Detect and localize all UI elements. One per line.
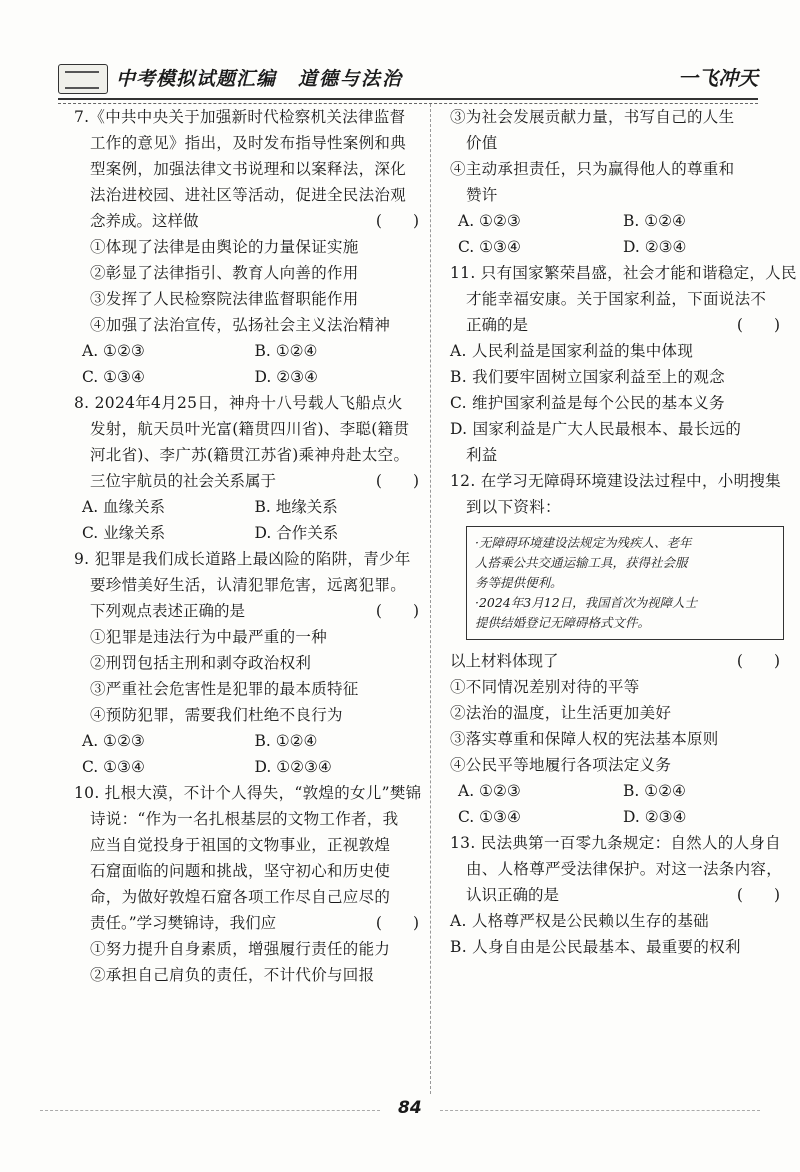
option: A. ①②③ (82, 732, 145, 750)
option: A. ①②③ (458, 212, 521, 230)
options-row (450, 778, 780, 804)
statement: ③发挥了人民检察院法律监督职能作用 (90, 290, 359, 308)
statement: ②刑罚包括主刑和剥夺政治权利 (90, 654, 312, 672)
column-divider (430, 104, 431, 1094)
question-text: 13. 民法典第一百零九条规定：自然人的人身自 (450, 834, 781, 852)
material-line: ·无障碍环境建设法规定为残疾人、老年 (475, 535, 692, 550)
question-stem-end (450, 312, 780, 338)
question-text: 7.《中共中央关于加强新时代检察机关法律监督 (74, 108, 406, 126)
option: 利益 (466, 446, 498, 464)
question-7 (74, 104, 419, 390)
option: B. 地缘关系 (254, 498, 338, 516)
question-text: 诗说：“作为一名扎根基层的文物工作者，我 (90, 810, 399, 828)
question-text: 下列观点表述正确的是 (90, 602, 246, 620)
answer-paren: ( ) (375, 212, 419, 230)
options-row (450, 208, 780, 234)
statement: ④公民平等地履行各项法定义务 (450, 756, 672, 774)
question-text: 要珍惜美好生活，认清犯罪危害，远离犯罪。 (90, 576, 407, 594)
options-row (74, 338, 419, 364)
question-text: 发射，航天员叶光富(籍贯四川省)、李聪(籍贯 (90, 420, 410, 438)
option: D. ②③④ (254, 368, 318, 386)
question-9 (74, 546, 419, 780)
option: C. ①③④ (458, 238, 521, 256)
statement: ①不同情况差别对待的平等 (450, 678, 640, 696)
material-line: 提供结婚登记无障碍格式文件。 (475, 615, 651, 630)
options-row (74, 494, 419, 520)
answer-paren: ( ) (736, 316, 780, 334)
option: D. 合作关系 (254, 524, 339, 542)
question-text: 法治进校园、进社区等活动，促进全民法治观 (90, 186, 407, 204)
question-text: 正确的是 (466, 316, 529, 334)
statement: ③为社会发展贡献力量，书写自己的人生 (450, 108, 735, 126)
option: B. 我们要牢固树立国家利益至上的观念 (450, 368, 725, 386)
options-row (74, 364, 419, 390)
option: C. 维护国家利益是每个公民的基本义务 (450, 394, 725, 412)
statement: ④主动承担责任，只为赢得他人的尊重和 (450, 160, 735, 178)
option: B. ①②④ (623, 782, 686, 800)
question-text: 由、人格尊严受法律保护。对这一法条内容， (466, 860, 783, 878)
question-12 (450, 468, 780, 830)
option: B. ①②④ (254, 732, 318, 750)
question-stem-end (74, 208, 419, 234)
question-text: 9. 犯罪是我们成长道路上最凶险的陷阱，青少年 (74, 550, 411, 568)
question-text: 到以下资料： (466, 498, 561, 516)
option: A. 血缘关系 (82, 498, 166, 516)
option: A. 人民利益是国家利益的集中体现 (450, 342, 694, 360)
statement: 赞许 (466, 186, 498, 204)
answer-paren: ( ) (736, 652, 780, 670)
material-line: 务等提供便利。 (475, 575, 563, 590)
question-stem-end (450, 648, 780, 674)
question-11 (450, 260, 797, 468)
header-subject: 道德与法治 (298, 68, 404, 90)
question-stem-end (74, 598, 419, 624)
question-stem-end (74, 468, 419, 494)
answer-paren: ( ) (375, 914, 419, 932)
page-footer (0, 1094, 800, 1124)
right-column (450, 104, 797, 960)
question-text: 念养成。这样做 (90, 212, 199, 230)
question-10 (74, 780, 422, 988)
options-row (450, 804, 780, 830)
material-line: ·2024年3月12日，我国首次为视障人士 (475, 595, 698, 610)
question-text: 8. 2024年4月25日，神舟十八号载人飞船点火 (74, 394, 403, 412)
option: A. 人格尊严权是公民赖以生存的基础 (450, 912, 709, 930)
question-text: 责任。”学习樊锦诗，我们应 (90, 914, 277, 932)
question-stem-end (74, 910, 419, 936)
question-text: 10. 扎根大漠，不计个人得失，“敦煌的女儿”樊锦 (74, 784, 422, 802)
page-header (58, 62, 758, 96)
statement: ②法治的温度，让生活更加美好 (450, 704, 672, 722)
question-10-continued (450, 104, 780, 260)
question-text: 命，为做好敦煌石窟各项工作尽自己应尽的 (90, 888, 391, 906)
options-row (74, 520, 419, 546)
statement: ③严重社会危害性是犯罪的最本质特征 (90, 680, 359, 698)
question-text: 以上材料体现了 (450, 652, 559, 670)
options-row (74, 754, 419, 780)
material-line: 人搭乘公共交通运输工具，获得社会服 (475, 555, 688, 570)
book-logo-icon (58, 64, 108, 94)
option: D. ①②③④ (254, 758, 332, 776)
option: D. ②③④ (623, 238, 687, 256)
option: A. ①②③ (458, 782, 521, 800)
question-13 (450, 830, 783, 960)
question-text: 12. 在学习无障碍环境建设法过程中，小明搜集 (450, 472, 781, 490)
question-text: 认识正确的是 (466, 886, 560, 904)
statement: ④预防犯罪，需要我们杜绝不良行为 (90, 706, 343, 724)
option: B. ①②④ (254, 342, 318, 360)
footer-rule (40, 1110, 380, 1112)
answer-paren: ( ) (375, 602, 419, 620)
header-title: 中考模拟试题汇编 (116, 68, 277, 90)
question-stem-end (450, 882, 780, 908)
option: B. ①②④ (623, 212, 686, 230)
material-box (466, 526, 784, 640)
statement: 价值 (466, 134, 498, 152)
option: C. ①③④ (82, 758, 145, 776)
statement: ①努力提升自身素质，增强履行责任的能力 (90, 940, 391, 958)
option: A. ①②③ (82, 342, 145, 360)
options-row (74, 728, 419, 754)
page-number: 84 (398, 1098, 422, 1118)
statement: ②彰显了法律指引、教育人向善的作用 (90, 264, 359, 282)
option: D. ②③④ (623, 808, 687, 826)
question-text: 三位宇航员的社会关系属于 (90, 472, 277, 490)
brand-logo: 一飞冲天 (678, 66, 758, 90)
option: D. 国家利益是广大人民最根本、最长远的 (450, 420, 742, 438)
option: C. 业缘关系 (82, 524, 166, 542)
question-text: 工作的意见》指出，及时发布指导性案例和典 (90, 134, 407, 152)
question-text: 应当自觉投身于祖国的文物事业，正视敦煌 (90, 836, 391, 854)
question-text: 型案例，加强法律文书说理和以案释法，深化 (90, 160, 407, 178)
statement: ①体现了法律是由舆论的力量保证实施 (90, 238, 359, 256)
footer-rule (440, 1110, 760, 1112)
left-column (74, 104, 422, 988)
option: B. 人身自由是公民最基本、最重要的权利 (450, 938, 741, 956)
options-row (450, 234, 780, 260)
answer-paren: ( ) (375, 472, 419, 490)
question-text: 河北省)、李广苏(籍贯江苏省)乘神舟赴太空。 (90, 446, 410, 464)
statement: ④加强了法治宣传，弘扬社会主义法治精神 (90, 316, 391, 334)
statement: ②承担自己肩负的责任，不计代价与回报 (90, 966, 375, 984)
question-text: 才能幸福安康。关于国家利益，下面说法不 (466, 290, 767, 308)
question-text: 石窟面临的问题和挑战，坚守初心和历史使 (90, 862, 391, 880)
option: C. ①③④ (82, 368, 145, 386)
option: C. ①③④ (458, 808, 521, 826)
question-text: 11. 只有国家繁荣昌盛，社会才能和谐稳定，人民 (450, 264, 797, 282)
statement: ①犯罪是违法行为中最严重的一种 (90, 628, 328, 646)
answer-paren: ( ) (736, 886, 780, 904)
question-8 (74, 390, 419, 546)
statement: ③落实尊重和保障人权的宪法基本原则 (450, 730, 719, 748)
